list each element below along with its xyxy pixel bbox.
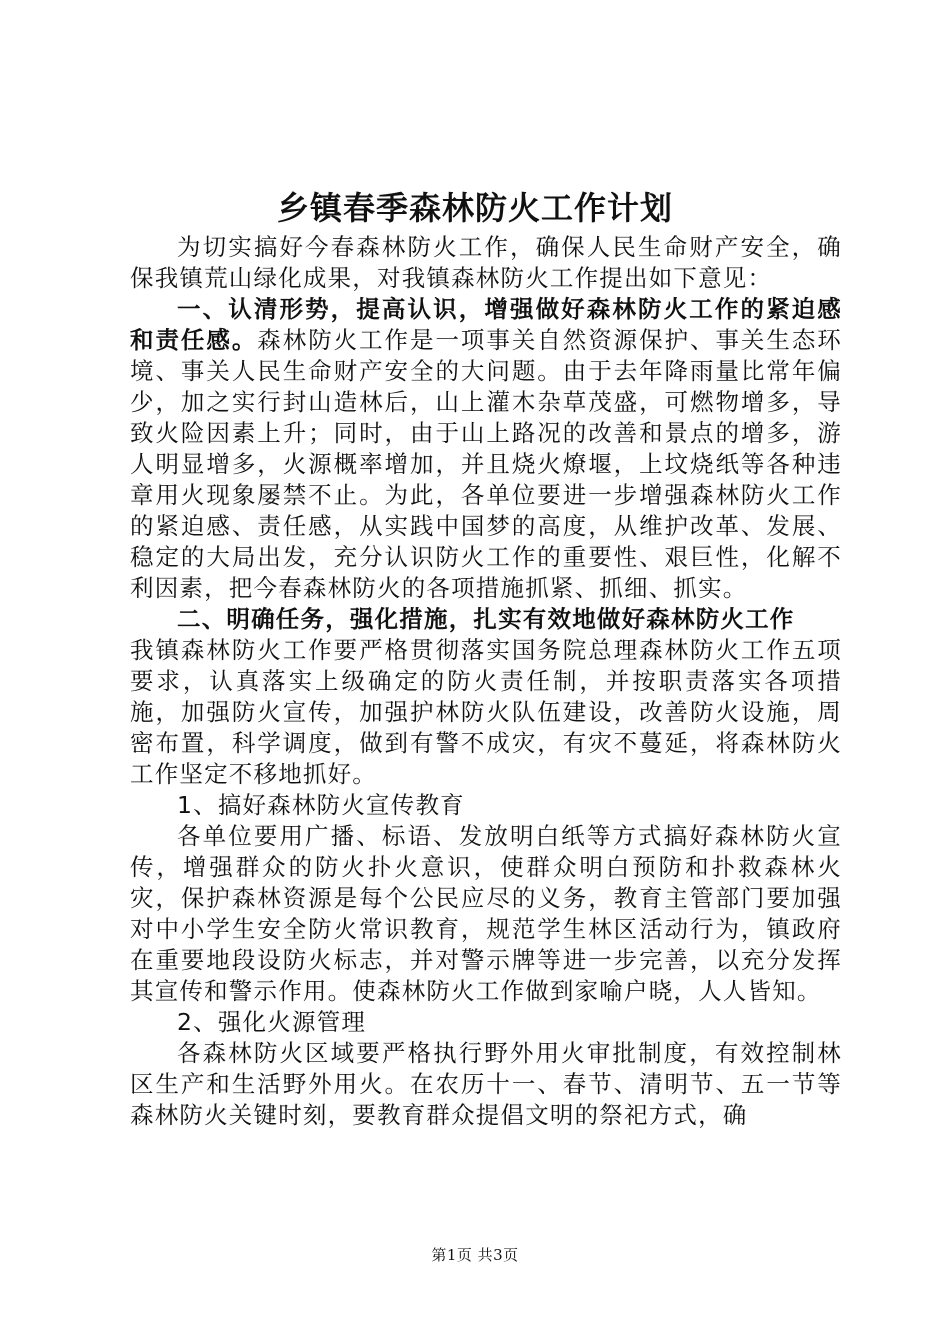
intro-paragraph: 为切实搞好今春森林防火工作，确保人民生命财产安全，确保我镇荒山绿化成果，对我镇森林防火工作提出如下意见： — [130, 233, 842, 292]
section-1-paragraph — [130, 294, 842, 604]
page-footer: 第1页 共3页 — [431, 1246, 519, 1264]
section-1-heading: 一、认清形势，提高认识，增强做好森林防火工作的紧迫感和责任感。 — [130, 295, 842, 354]
item-1-heading-paragraph — [130, 790, 842, 821]
section-2-heading-paragraph — [130, 604, 842, 635]
section-2-heading: 二、明确任务，强化措施，扎实有效地做好森林防火工作 — [177, 605, 795, 633]
item-2-body: 各森林防火区域要严格执行野外用火审批制度，有效控制林区生产和生活野外用火。在农历十一、春节、清明节、五一节等森林防火关键时刻，要教育群众提倡文明的祭祀方式，确 — [130, 1039, 842, 1129]
document-body — [130, 232, 842, 1131]
item-1-heading: 1、搞好森林防火宣传教育 — [177, 791, 465, 819]
item-1-body: 各单位要用广播、标语、发放明白纸等方式搞好森林防火宣传，增强群众的防火扑火意识，使群众明白预防和扑救森林火灾，保护森林资源是每个公民应尽的义务，教育主管部门要加强对中小学生安全防火常识教育，规范学生林区活动行为，镇政府在重要地段设防火标志，并对警示牌等进一步完善，以充分发挥其宣传和警示作用。使森林防火工作做到家喻户晓，人人皆知。 — [130, 822, 842, 1005]
item-2-heading: 2、强化火源管理 — [177, 1008, 367, 1036]
document-title: 乡镇春季森林防火工作计划 — [276, 189, 673, 227]
item-2-heading-paragraph — [130, 1007, 842, 1038]
section-2-body: 我镇森林防火工作要严格贯彻落实国务院总理森林防火工作五项要求，认真落实上级确定的防火责任制，并按职责落实各项措施，加强防火宣传，加强护林防火队伍建设，改善防火设施，周密布置，科学调度，做到有警不成灾，有灾不蔓延，将森林防火工作坚定不移地抓好。 — [130, 636, 842, 788]
section-1-body: 森林防火工作是一项事关自然资源保护、事关生态环境、事关人民生命财产安全的大问题。由于去年降雨量比常年偏少，加之实行封山造林后，山上灌木杂草茂盛，可燃物增多，导致火险因素上升；同时，由于山上路况的改善和景点的增多，游人明显增多，火源概率增加，并且烧火燎堰，上坟烧纸等各种违章用火现象屡禁不止。为此，各单位要进一步增强森林防火工作的紧迫感、责任感，从实践中国梦的高度，从维护改革、发展、稳定的大局出发，充分认识防火工作的重要性、艰巨性，化解不利因素，把今春森林防火的各项措施抓紧、抓细、抓实。 — [130, 326, 842, 602]
